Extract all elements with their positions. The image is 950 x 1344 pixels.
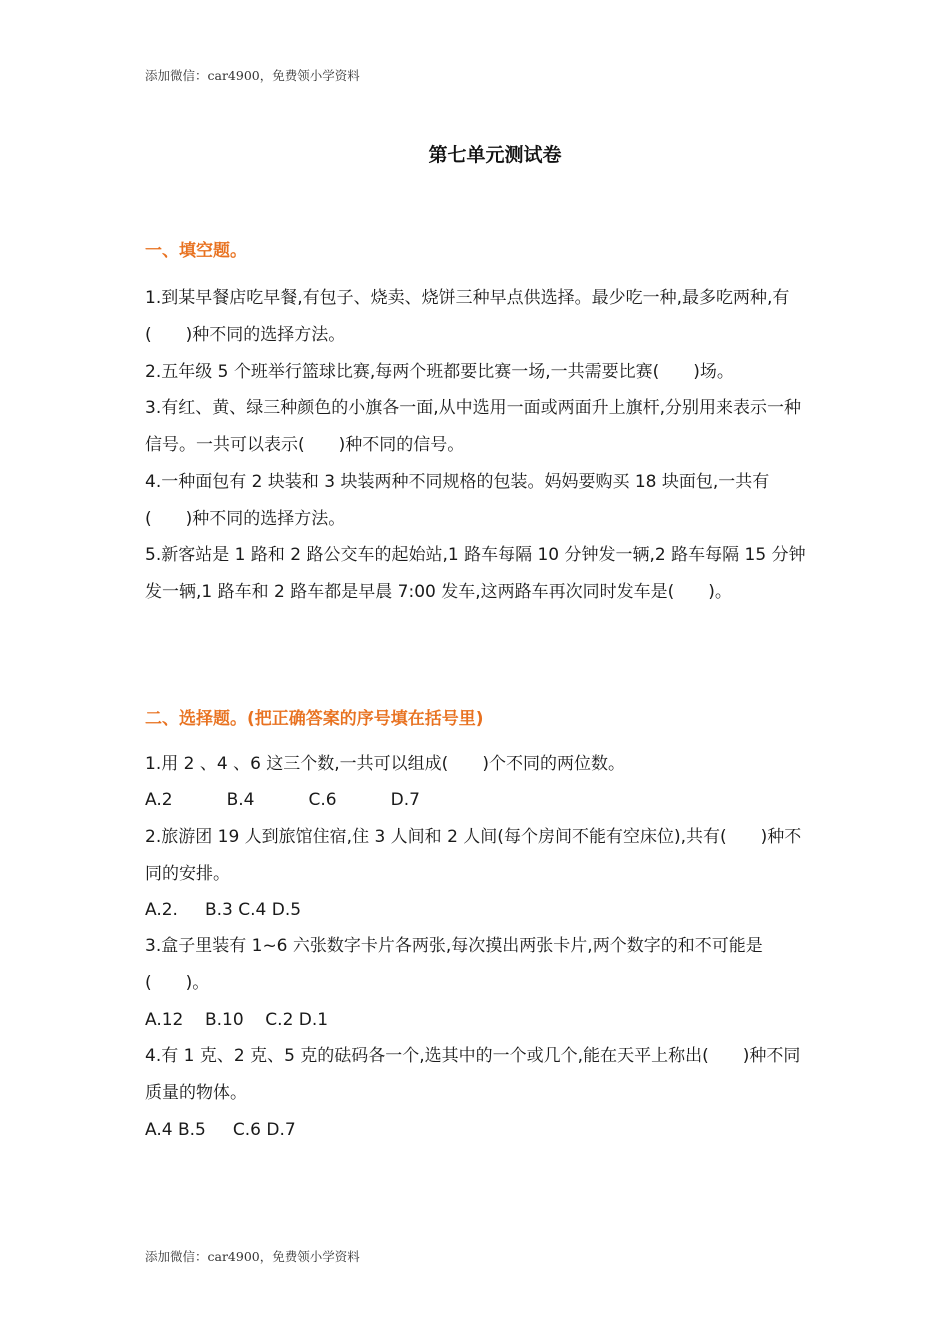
header-note: 添加微信：car4900，免费领小学资料 <box>145 68 360 83</box>
section-heading-fill-blank: 一、填空题。 <box>145 241 247 261</box>
fill-blank-question-2: 2.五年级 5 个班举行篮球比赛,每两个班都要比赛一场,一共需要比赛( )场。 <box>145 362 734 382</box>
fill-blank-question-3: 3.有红、黄、绿三种颜色的小旗各一面,从中选用一面或两面升上旗杆,分别用来表示一种信号。一共可以表示( )种不同的信号。 <box>145 398 802 455</box>
section-heading-choice: 二、选择题。(把正确答案的序号填在括号里) <box>145 709 484 729</box>
page-title: 第七单元测试卷 <box>428 144 562 166</box>
footer-note: 添加微信：car4900，免费领小学资料 <box>145 1249 360 1264</box>
choice-question-4: 4.有 1 克、2 克、5 克的砝码各一个,选其中的一个或几个,能在天平上称出( )种不同质量的物体。 <box>145 1046 801 1103</box>
choice-question-4-options: A.4 B.5 C.6 D.7 <box>145 1120 296 1140</box>
choice-question-1: 1.用 2 、4 、6 这三个数,一共可以组成( )个不同的两位数。 <box>145 754 625 774</box>
choice-question-3-options: A.12 B.10 C.2 D.1 <box>145 1010 329 1030</box>
choice-question-2-options: A.2. B.3 C.4 D.5 <box>145 900 302 920</box>
fill-blank-question-1: 1.到某早餐店吃早餐,有包子、烧卖、烧饼三种早点供选择。最少吃一种,最多吃两种,有( )种不同的选择方法。 <box>145 288 790 345</box>
fill-blank-question-4: 4.一种面包有 2 块装和 3 块装两种不同规格的包装。妈妈要购买 18 块面包,一共有( )种不同的选择方法。 <box>145 472 770 529</box>
fill-blank-question-5: 5.新客站是 1 路和 2 路公交车的起始站,1 路车每隔 10 分钟发一辆,2 路车每隔 15 分钟发一辆,1 路车和 2 路车都是早晨 7:00 发车,这两路车再次同时发车是( )。 <box>145 545 806 602</box>
choice-question-2: 2.旅游团 19 人到旅馆住宿,住 3 人间和 2 人间(每个房间不能有空床位),共有( )种不同的安排。 <box>145 827 802 884</box>
choice-question-3: 3.盒子里装有 1~6 六张数字卡片各两张,每次摸出两张卡片,两个数字的和不可能是( )。 <box>145 936 763 993</box>
choice-question-1-options: A.2 B.4 C.6 D.7 <box>145 790 420 810</box>
